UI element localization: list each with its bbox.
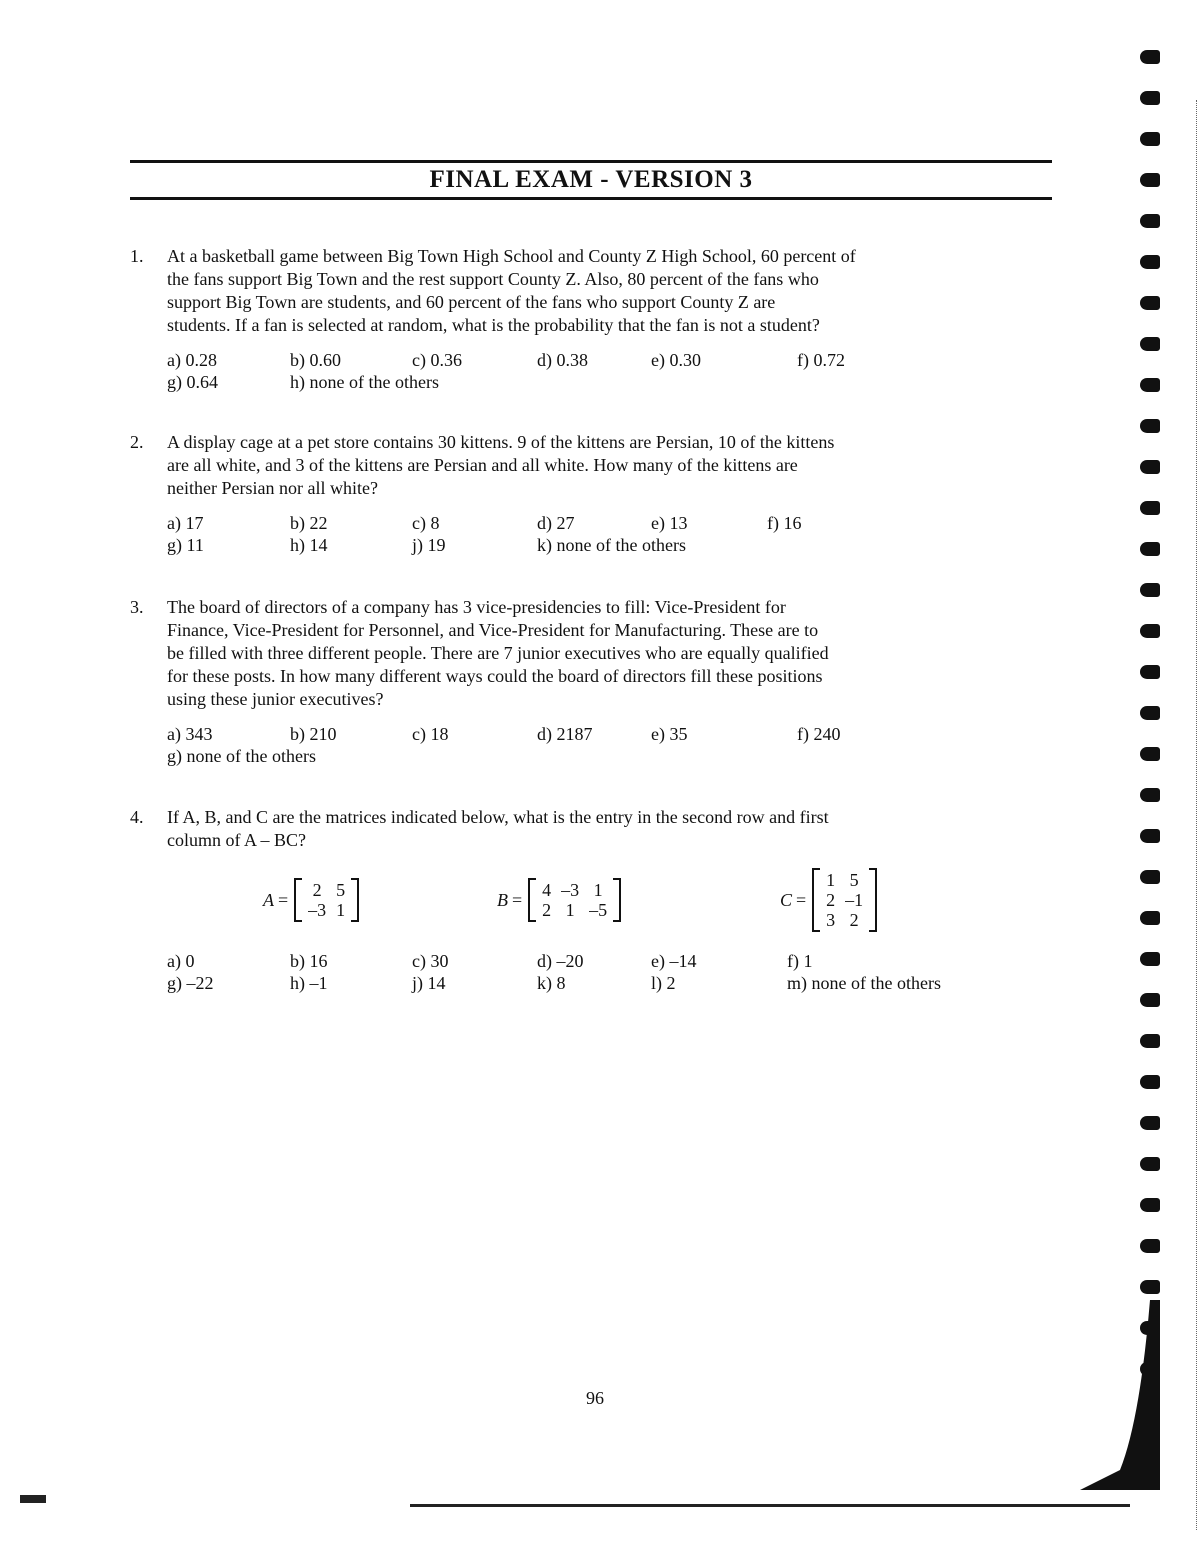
option-a: a) 0.28	[167, 350, 217, 370]
binding-loop	[1140, 829, 1160, 843]
equals-sign: =	[512, 889, 523, 910]
option-l: l) 2	[651, 973, 676, 993]
matrices	[130, 858, 1050, 938]
question-4	[130, 806, 1050, 996]
stem-line: students. If a fan is selected at random, what is the probability that the fan is not a student?	[167, 315, 820, 335]
question-stem	[167, 596, 1050, 711]
binding-loop	[1140, 706, 1160, 720]
matrix-cell: 1	[826, 870, 836, 890]
option-b: b) 16	[290, 951, 328, 971]
question-2	[130, 431, 1050, 558]
question-stem	[167, 431, 1050, 500]
binding-loop	[1140, 337, 1160, 351]
spine-shadow-shape	[1080, 1300, 1160, 1490]
matrix-cell: –1	[845, 890, 864, 910]
binding-loop	[1140, 542, 1160, 556]
matrix-cells	[536, 880, 613, 920]
option-d: d) 27	[537, 513, 575, 533]
stem-line: be filled with three different people. There are 7 junior executives who are equally qualified	[167, 643, 829, 663]
matrix-cell: 1	[593, 880, 603, 900]
option-e: e) 0.30	[651, 350, 701, 370]
option-a: a) 17	[167, 513, 204, 533]
binding-loop	[1140, 173, 1160, 187]
option-k: k) 8	[537, 973, 566, 993]
option-b: b) 0.60	[290, 350, 341, 370]
matrix-cells	[302, 880, 351, 920]
left-bracket	[294, 878, 302, 922]
stem-line: support Big Town are students, and 60 percent of the fans who support County Z are	[167, 292, 776, 312]
question-number: 1.	[130, 246, 144, 266]
matrix-cells	[820, 870, 869, 930]
option-c: c) 8	[412, 513, 440, 533]
option-h: h) –1	[290, 973, 328, 993]
option-g: g) –22	[167, 973, 214, 993]
binding-loop	[1140, 624, 1160, 638]
option-h: h) 14	[290, 535, 328, 555]
page-bottom-edge	[410, 1504, 1130, 1507]
matrix-b	[497, 878, 621, 922]
option-e: e) 13	[651, 513, 688, 533]
option-f: f) 0.72	[797, 350, 845, 370]
binding-loop	[1140, 1198, 1160, 1212]
binding-loop	[1140, 993, 1160, 1007]
binding-loop	[1140, 665, 1160, 679]
binding-loop	[1140, 460, 1160, 474]
binding-loop	[1140, 952, 1160, 966]
binding-loop	[1140, 50, 1160, 64]
option-e: e) –14	[651, 951, 697, 971]
top-rule-upper	[130, 160, 1052, 163]
matrix-cell: 4	[542, 880, 552, 900]
matrix-cell: 1	[336, 900, 346, 920]
spiral-binding	[1140, 40, 1162, 1460]
binding-loop	[1140, 91, 1160, 105]
answer-options	[167, 723, 1050, 769]
matrix-a	[263, 878, 359, 922]
matrix-cell: –3	[308, 900, 327, 920]
stem-line: using these junior executives?	[167, 689, 384, 709]
matrix-cell: –5	[589, 900, 608, 920]
stem-line: A display cage at a pet store contains 30 kittens. 9 of the kittens are Persian, 10 of the kittens	[167, 432, 835, 452]
page-right-edge	[1196, 100, 1198, 1530]
binding-loop	[1140, 1116, 1160, 1130]
question-stem	[167, 806, 1050, 852]
question-number: 4.	[130, 807, 144, 827]
stem-line: for these posts. In how many different ways could the board of directors fill these positions	[167, 666, 823, 686]
matrix-cell: 2	[312, 880, 322, 900]
matrix-cell: 5	[336, 880, 346, 900]
binding-loop	[1140, 1280, 1160, 1294]
option-b: b) 22	[290, 513, 328, 533]
binding-loop	[1140, 1075, 1160, 1089]
left-bracket	[812, 868, 820, 932]
stem-line: column of A – BC?	[167, 830, 306, 850]
stem-line: Finance, Vice-President for Personnel, and Vice-President for Manufacturing. These are to	[167, 620, 819, 640]
answer-options	[167, 349, 1050, 395]
binding-loop	[1140, 501, 1160, 515]
binding-loop	[1140, 1239, 1160, 1253]
option-f: f) 1	[787, 951, 813, 971]
binding-loop	[1140, 419, 1160, 433]
matrix-cell: 1	[565, 900, 575, 920]
stem-line: The board of directors of a company has 3 vice-presidencies to fill: Vice-President for	[167, 597, 786, 617]
right-bracket	[351, 878, 359, 922]
binding-loop	[1140, 1157, 1160, 1171]
binding-loop	[1140, 870, 1160, 884]
question-3	[130, 596, 1050, 769]
page-title: FINAL EXAM - VERSION 3	[429, 166, 753, 193]
matrix-name: B	[497, 889, 508, 910]
stem-line: If A, B, and C are the matrices indicated below, what is the entry in the second row and first	[167, 807, 829, 827]
option-g: g) 0.64	[167, 372, 218, 392]
binding-loop	[1140, 583, 1160, 597]
matrix-cell: 2	[542, 900, 552, 920]
option-f: f) 16	[767, 513, 802, 533]
stem-line: At a basketball game between Big Town High School and County Z High School, 60 percent of	[167, 246, 856, 266]
equals-sign: =	[796, 889, 807, 910]
matrix-cell: –3	[561, 880, 580, 900]
question-number: 3.	[130, 597, 144, 617]
option-c: c) 30	[412, 951, 449, 971]
matrix-cell: 5	[849, 870, 859, 890]
option-g: g) 11	[167, 535, 204, 555]
binding-loop	[1140, 1034, 1160, 1048]
option-m: m) none of the others	[787, 973, 941, 993]
option-j: j) 19	[412, 535, 446, 555]
stem-line: neither Persian nor all white?	[167, 478, 378, 498]
answer-options	[167, 950, 1050, 996]
right-bracket	[613, 878, 621, 922]
binding-loop	[1140, 788, 1160, 802]
answer-options	[167, 512, 1050, 558]
matrix-cell: 3	[826, 910, 836, 930]
option-a: a) 343	[167, 724, 213, 744]
option-e: e) 35	[651, 724, 688, 744]
binding-loop	[1140, 378, 1160, 392]
matrix-cell: 2	[826, 890, 836, 910]
matrix-c	[780, 868, 877, 932]
stem-line: are all white, and 3 of the kittens are Persian and all white. How many of the kittens are	[167, 455, 798, 475]
spine-shadow	[1080, 1300, 1160, 1490]
option-d: d) 0.38	[537, 350, 588, 370]
option-c: c) 18	[412, 724, 449, 744]
option-d: d) 2187	[537, 724, 593, 744]
binding-loop	[1140, 214, 1160, 228]
option-c: c) 0.36	[412, 350, 462, 370]
option-b: b) 210	[290, 724, 337, 744]
equals-sign: =	[278, 889, 289, 910]
question-1	[130, 245, 1050, 395]
option-k: k) none of the others	[537, 535, 686, 555]
binding-loop	[1140, 296, 1160, 310]
option-h: h) none of the others	[290, 372, 439, 392]
page-number: 96	[586, 1388, 604, 1408]
option-f: f) 240	[797, 724, 841, 744]
binding-loop	[1140, 747, 1160, 761]
stem-line: the fans support Big Town and the rest support County Z. Also, 80 percent of the fans who	[167, 269, 819, 289]
binding-loop	[1140, 911, 1160, 925]
binding-loop	[1140, 132, 1160, 146]
scan-mark	[20, 1495, 46, 1503]
matrix-name: C	[780, 889, 793, 910]
matrix-cell: 2	[849, 910, 859, 930]
question-number: 2.	[130, 432, 144, 452]
binding-loop	[1140, 255, 1160, 269]
option-j: j) 14	[412, 973, 446, 993]
option-g: g) none of the others	[167, 746, 316, 766]
option-a: a) 0	[167, 951, 195, 971]
right-bracket	[869, 868, 877, 932]
top-rule-lower	[130, 197, 1052, 200]
question-stem	[167, 245, 1050, 337]
left-bracket	[528, 878, 536, 922]
option-d: d) –20	[537, 951, 584, 971]
matrix-name: A	[263, 889, 274, 910]
